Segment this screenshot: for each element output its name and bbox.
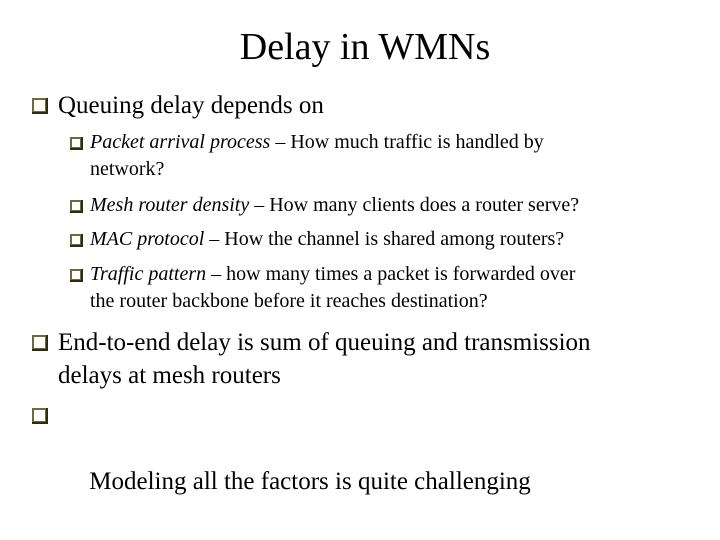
subbullet-emphasis: Mesh router density bbox=[90, 194, 250, 216]
subbullet-emphasis: Packet arrival process bbox=[90, 131, 271, 153]
subbullet-text: – how many times a packet is forwarded over bbox=[206, 263, 576, 285]
subbullet-text: – How the channel is shared among routers? bbox=[204, 228, 565, 250]
bullet-text: End-to-end delay is sum of queuing and transmission bbox=[58, 329, 591, 356]
subbullet-continuation: network? bbox=[90, 158, 165, 180]
bullet-modeling-challenging bbox=[58, 399, 531, 531]
subbullet-packet-arrival bbox=[90, 129, 544, 156]
bullet-continuation: delays at mesh routers bbox=[58, 362, 281, 389]
bullet-text: Queuing delay depends on bbox=[58, 92, 324, 119]
subbullet-emphasis: Traffic pattern bbox=[90, 263, 207, 285]
subbullet-emphasis: MAC protocol bbox=[90, 228, 205, 250]
bullet-text: Modeling all the factors is quite challenging bbox=[83, 468, 531, 495]
subbullet-traffic-pattern bbox=[90, 261, 575, 288]
bullet-end-to-end-delay bbox=[58, 326, 591, 359]
square-bullet-icon bbox=[70, 200, 83, 213]
slide-title: Delay in WMNs bbox=[239, 26, 491, 68]
bullet-queuing-delay bbox=[58, 89, 324, 122]
square-bullet-icon bbox=[32, 408, 48, 424]
square-bullet-icon bbox=[70, 269, 83, 282]
subbullet-packet-arrival-continued bbox=[90, 156, 164, 183]
subbullet-mesh-router-density bbox=[90, 192, 579, 219]
subbullet-continuation: the router backbone before it reaches destination? bbox=[90, 290, 488, 312]
bullet-end-to-end-delay-continued bbox=[58, 359, 281, 392]
subbullet-text: – How many clients does a router serve? bbox=[249, 194, 580, 216]
square-bullet-icon bbox=[70, 234, 83, 247]
subbullet-traffic-pattern-continued bbox=[90, 288, 488, 315]
square-bullet-icon bbox=[32, 335, 48, 351]
square-bullet-icon bbox=[70, 137, 83, 150]
square-bullet-icon bbox=[32, 98, 48, 114]
subbullet-text: – How much traffic is handled by bbox=[270, 131, 544, 153]
subbullet-mac-protocol bbox=[90, 226, 564, 253]
